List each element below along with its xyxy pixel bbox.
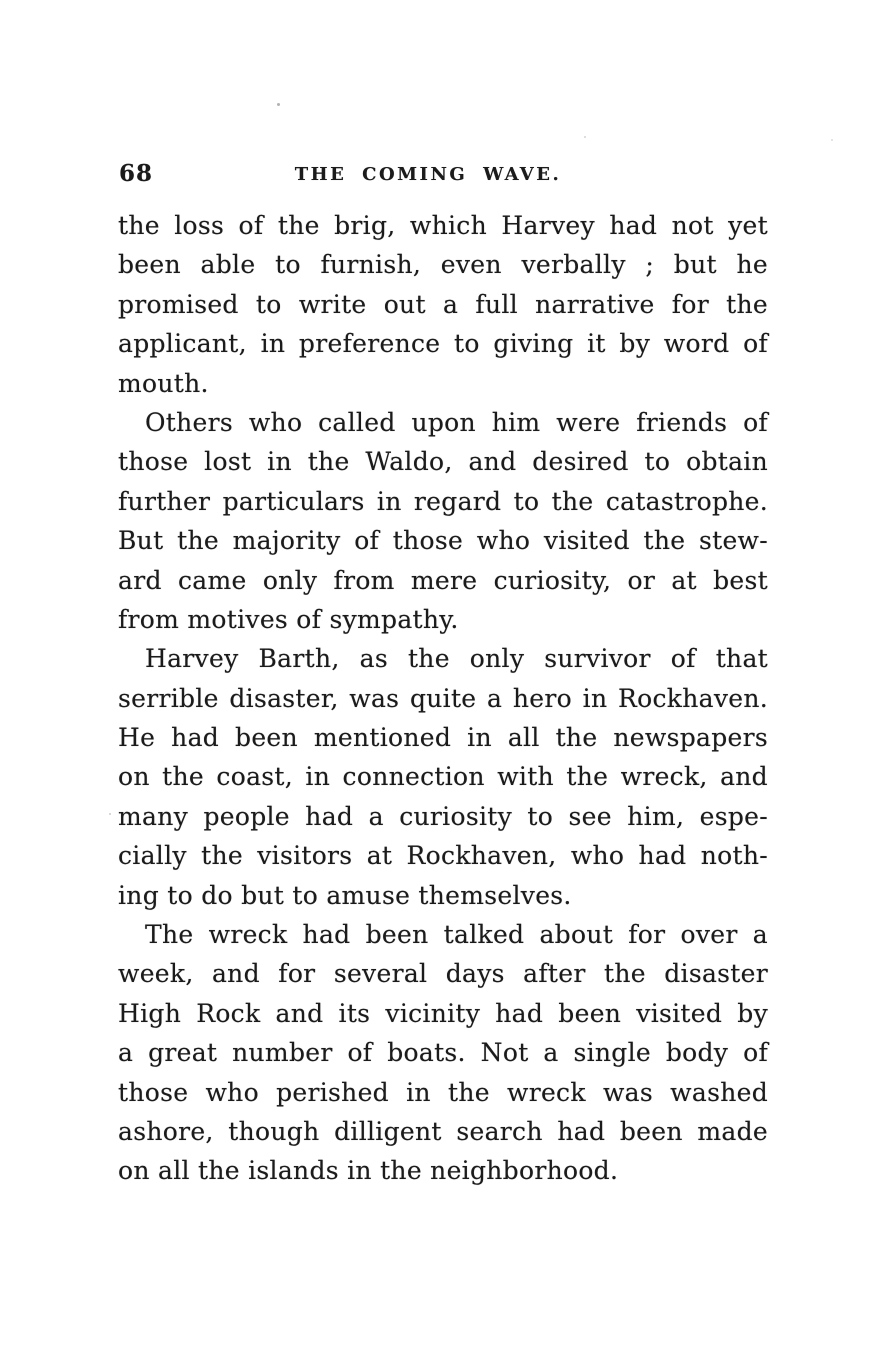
scan-speck (109, 813, 111, 815)
text-line: serrible disaster, was quite a hero in Rockhaven. (118, 683, 768, 713)
text-line: cially the visitors at Rockhaven, who had noth- (118, 841, 768, 871)
scan-speck (277, 103, 280, 106)
text-line: But the majority of those who visited the stew- (118, 526, 768, 556)
text-line: further particulars in regard to the catastrophe. (118, 486, 768, 516)
text-line: mouth. (118, 368, 209, 398)
scan-speck (831, 139, 833, 141)
text-line: on the coast, in connection with the wreck, and (118, 762, 768, 792)
text-line: been able to furnish, even verbally ; but he (118, 250, 768, 280)
text-line: The wreck had been talked about for over a (145, 920, 768, 950)
text-line: Harvey Barth, as the only survivor of that (145, 644, 768, 674)
text-line: from motives of sympathy. (118, 604, 459, 634)
text-line: on all the islands in the neighborhood. (118, 1156, 619, 1186)
text-line: ard came only from mere curiosity, or at best (118, 565, 768, 595)
text-line: High Rock and its vicinity had been visited by (118, 998, 768, 1028)
page-number: 68 (119, 160, 154, 187)
text-line: He had been mentioned in all the newspapers (118, 723, 768, 753)
running-title: THE COMING WAVE. (294, 164, 562, 185)
body-text (118, 206, 768, 1191)
text-line: week, and for several days after the disaster (118, 959, 768, 989)
text-line: Others who called upon him were friends of (145, 407, 768, 437)
text-line: the loss of the brig, which Harvey had not yet (118, 211, 768, 240)
text-line: a great number of boats. Not a single body of (118, 1038, 768, 1068)
text-line: those who perished in the wreck was washed (118, 1077, 768, 1107)
text-line: ing to do but to amuse themselves. (118, 880, 572, 910)
text-line: many people had a curiosity to see him, espe- (118, 801, 768, 831)
scan-speck (584, 136, 586, 138)
text-line: those lost in the Waldo, and desired to obtain (118, 447, 768, 477)
text-line: promised to write out a full narrative for the (118, 289, 768, 319)
text-line: ashore, though dilligent search had been made (118, 1116, 768, 1146)
text-line: applicant, in preference to giving it by word of (118, 329, 768, 359)
